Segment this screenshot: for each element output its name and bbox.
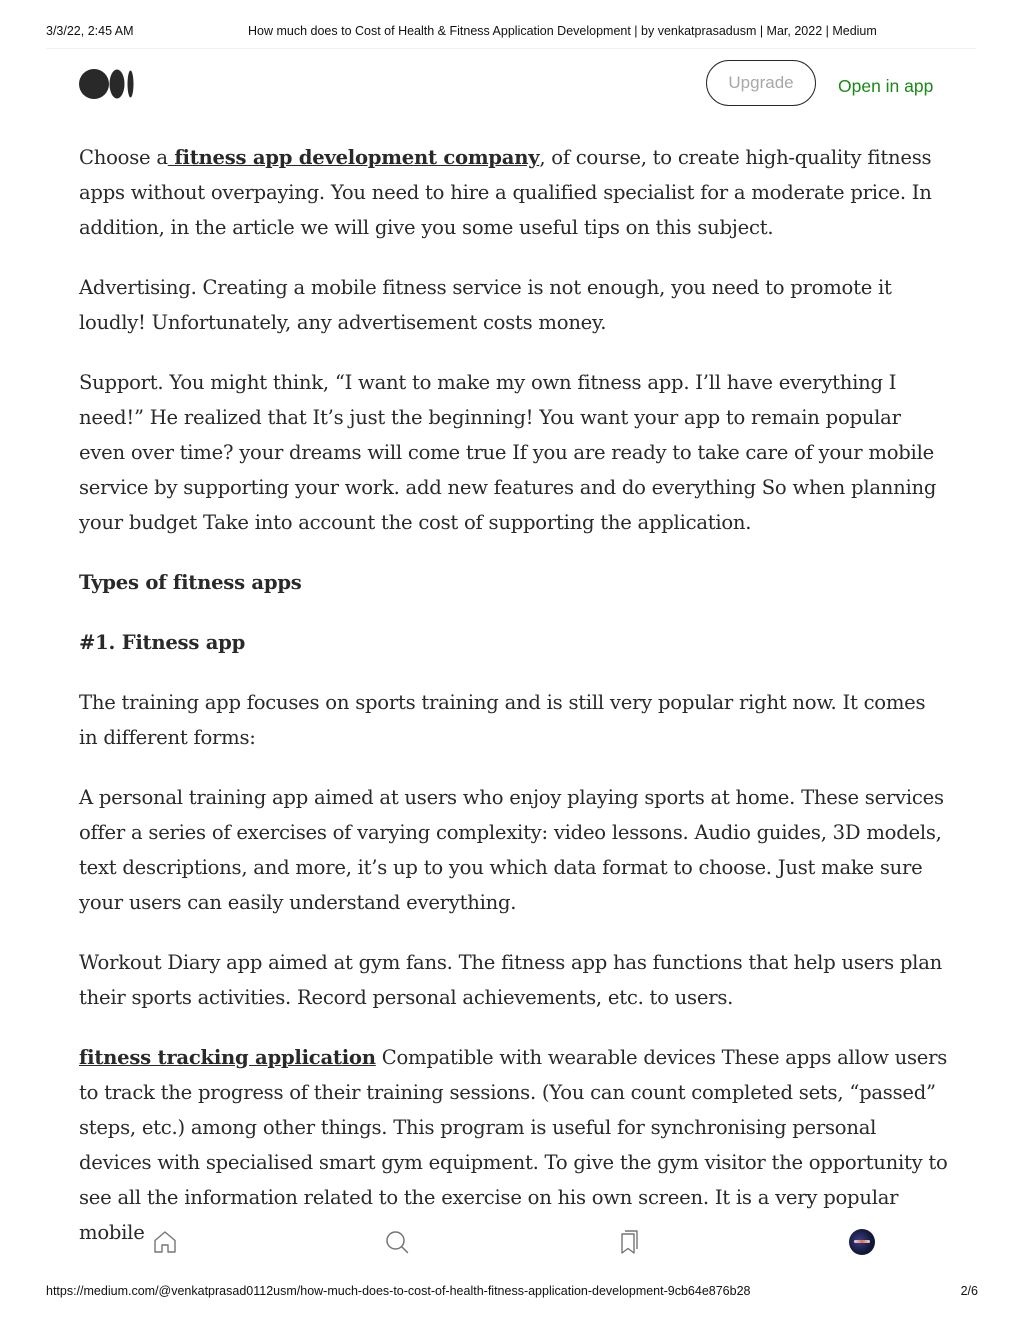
search-icon[interactable]	[381, 1226, 413, 1258]
heading-types-of-fitness-apps: Types of fitness apps	[79, 571, 302, 594]
print-page-title: How much does to Cost of Health & Fitness Application Development | by venkatprasadusm | Mar, 2022 | Medium	[248, 24, 877, 38]
print-date: 3/3/22, 2:45 AM	[46, 24, 134, 38]
home-icon[interactable]	[149, 1226, 181, 1258]
profile-avatar-image	[849, 1229, 875, 1255]
top-divider	[46, 48, 976, 49]
open-in-app-link[interactable]: Open in app	[838, 76, 934, 96]
paragraph-support: Support. You might think, “I want to make my own fitness app. I’ll have everything I need!” He realized that It’s just the beginning! You want your app to remain popular even over time? your dreams will come true If you are ready to take care of your mobile service by supporting your work. add new features and do everything So when planning your budget Take into account the cost of supporting the application.	[79, 371, 937, 534]
print-url: https://medium.com/@venkatprasad0112usm/how-much-does-to-cost-of-health-fitness-application-development-9cb64e876b28	[46, 1284, 751, 1298]
paragraph-text: Choose a	[79, 146, 168, 169]
bottom-navigation	[0, 1226, 1024, 1262]
paragraph-advertising: Advertising. Creating a mobile fitness service is not enough, you need to promote it loudly! Unfortunately, any advertisement costs money.	[79, 276, 892, 334]
heading-fitness-app: #1. Fitness app	[79, 631, 246, 654]
paragraph-personal-training: A personal training app aimed at users who enjoy playing sports at home. These services offer a series of exercises of varying complexity: video lessons. Audio guides, 3D models, text descriptions, and more, it’s up to you which data format to choose. Just make sure your users can easily understand everything.	[79, 786, 944, 914]
print-header	[46, 24, 984, 42]
avatar[interactable]	[846, 1226, 878, 1258]
paragraph-text: , of course, to create high-quality fitness apps without overpaying. You need to hire a qualified specialist for a moderate price. In addition, in the article we will give you some useful tips on this subject.	[79, 146, 932, 239]
paragraph-text: Compatible with wearable devices These apps allow users to track the progress of their training sessions. (You can count completed sets, “passed” steps, etc.) among other things. This program is useful for synchronising personal devices with specialised smart gym equipment. To give the gym visitor the opportunity to see all the information related to the exercise on his own screen. It is a very popular mobile	[79, 1046, 948, 1244]
fitness-app-development-company-link[interactable]: fitness app development company	[167, 146, 540, 169]
paragraph-fitness-tracking	[79, 1040, 949, 1250]
medium-logo-icon[interactable]	[79, 68, 139, 102]
print-page-number: 2/6	[960, 1284, 978, 1298]
article-body	[79, 140, 949, 1244]
print-footer	[46, 1284, 978, 1302]
fitness-tracking-application-link[interactable]: fitness tracking application	[79, 1046, 376, 1069]
paragraph-training-app: The training app focuses on sports training and is still very popular right now. It comes in different forms:	[79, 691, 926, 749]
bookmarks-icon[interactable]	[612, 1226, 644, 1258]
paragraph-workout-diary: Workout Diary app aimed at gym fans. The fitness app has functions that help users plan their sports activities. Record personal achievements, etc. to users.	[79, 951, 942, 1009]
paragraph-choose-company	[79, 140, 949, 245]
upgrade-button[interactable]: Upgrade	[706, 60, 816, 106]
